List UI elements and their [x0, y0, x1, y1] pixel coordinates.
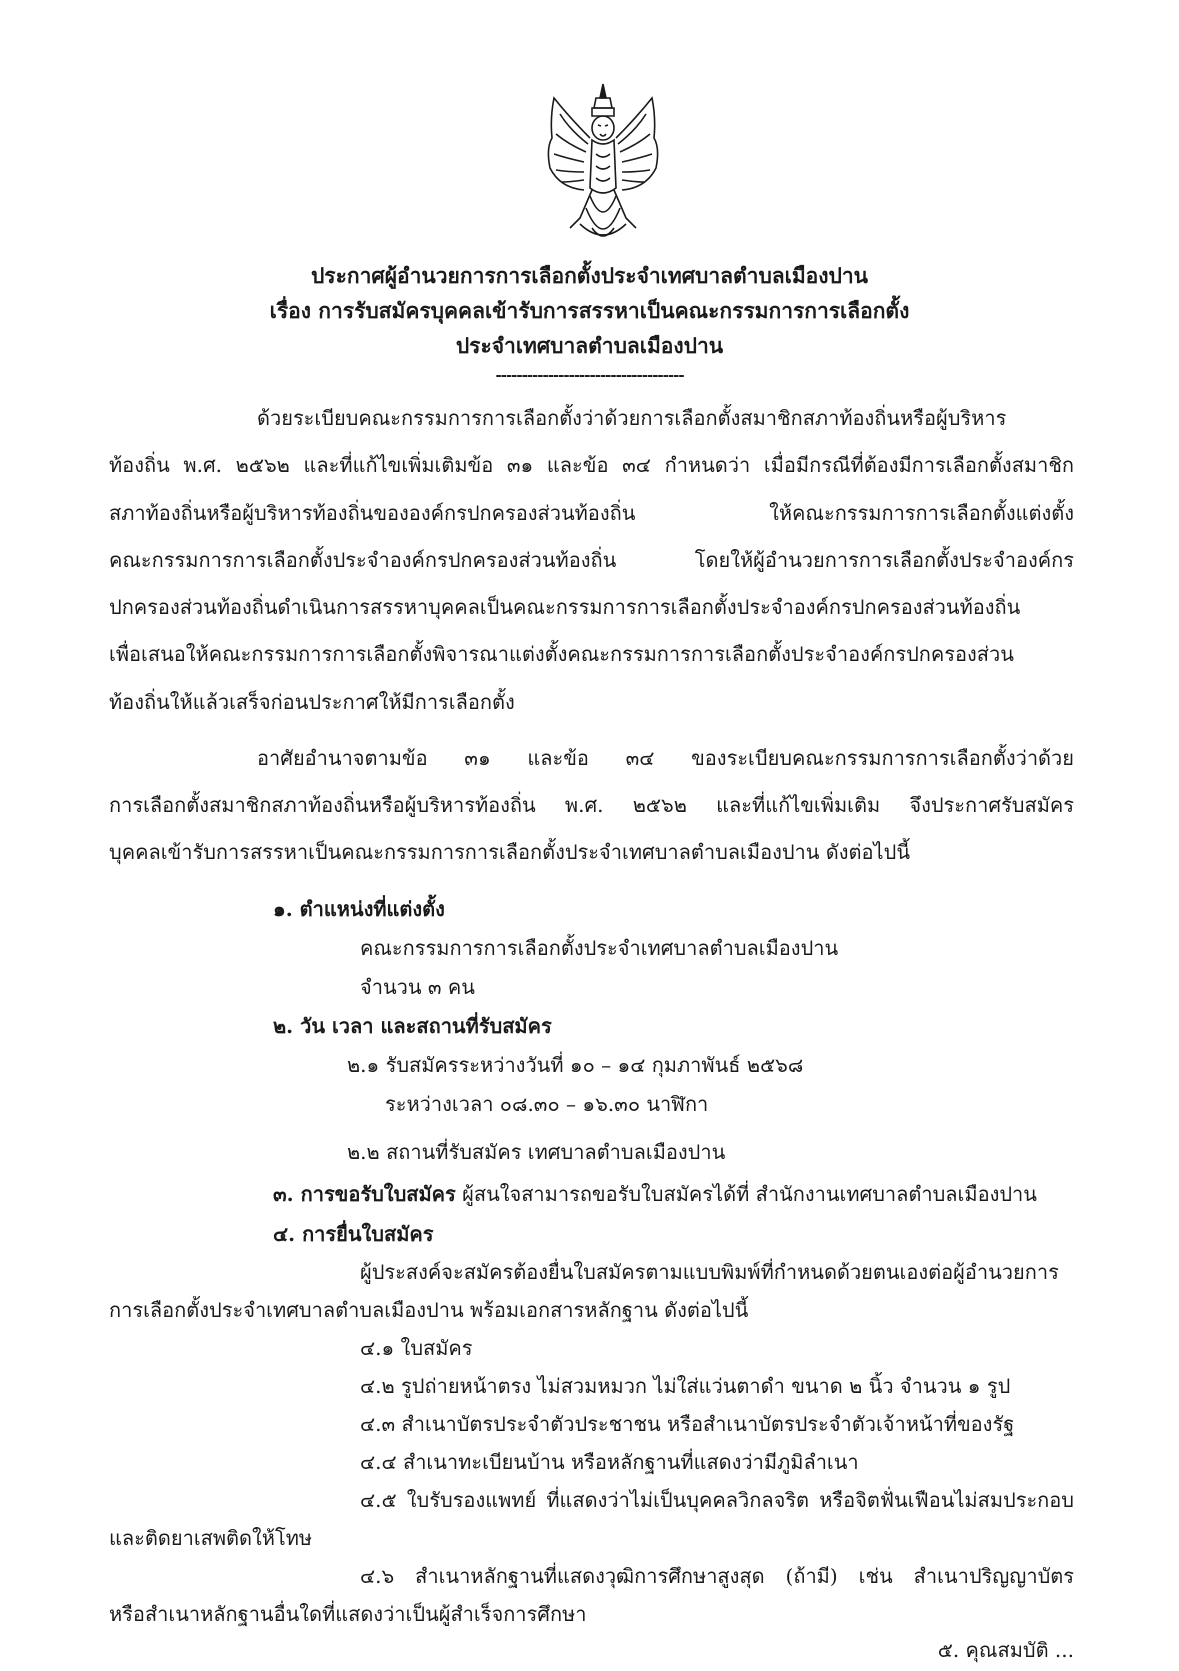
section4-item2: ๔.๒ รูปถ่ายหน้าตรง ไม่สวมหมวก ไม่ใส่แว่นตาดำ ขนาด ๒ นิ้ว จำนวน ๑ รูป — [360, 1374, 1011, 1398]
para2-line3: บุคคลเข้ารับการสรรหาเป็นคณะกรรมการการเลือกตั้งประจำเทศบาลตำบลเมืองปาน ดังต่อไปนี้ — [109, 840, 910, 864]
para2-line2: การเลือกตั้งสมาชิกสภาท้องถิ่นหรือผู้บริหารท้องถิ่น พ.ศ. ๒๕๖๒ และที่แก้ไขเพิ่มเติม จึงประกาศรับสมัคร — [109, 793, 1074, 817]
section4-item6a: ๔.๖ สำเนาหลักฐานที่แสดงวุฒิการศึกษาสูงสุด (ถ้ามี) เช่น สำเนาปริญญาบัตร — [360, 1564, 1074, 1588]
section3-line — [273, 1180, 1037, 1208]
para1-line7: ท้องถิ่นให้แล้วเสร็จก่อนประกาศให้มีการเลือกตั้ง — [109, 690, 515, 714]
section3-text: ผู้สนใจสามารถขอรับใบสมัครได้ที่ สำนักงานเทศบาลตำบลเมืองปาน — [455, 1182, 1037, 1206]
section4-item3: ๔.๓ สำเนาบัตรประจำตัวประชาชน หรือสำเนาบัตรประจำตัวเจ้าหน้าที่ของรัฐ — [360, 1412, 1015, 1436]
header-divider: ------------------------------------ — [495, 366, 684, 384]
para1-line3: สภาท้องถิ่นหรือผู้บริหารท้องถิ่นขององค์กรปกครองส่วนท้องถิ่น ให้คณะกรรมการการเลือกตั้งแต่งตั้ง — [109, 501, 1074, 525]
section1-count: จำนวน ๓ คน — [360, 975, 475, 999]
para1-line1: ด้วยระเบียบคณะกรรมการการเลือกตั้งว่าด้วยการเลือกตั้งสมาชิกสภาท้องถิ่นหรือผู้บริหาร — [257, 406, 1007, 430]
section2-times: ระหว่างเวลา ๐๘.๓๐ – ๑๖.๓๐ นาฬิกา — [385, 1092, 709, 1116]
section2-title: ๒. วัน เวลา และสถานที่รับสมัคร — [273, 1014, 552, 1038]
para1-line2: ท้องถิ่น พ.ศ. ๒๕๖๒ และที่แก้ไขเพิ่มเติมข้อ ๓๑ และข้อ ๓๔ กำหนดว่า เมื่อมีกรณีที่ต้องมีการเลือกตั้งสมาชิก — [109, 453, 1074, 477]
section4-intro2: การเลือกตั้งประจำเทศบาลตำบลเมืองปาน พร้อมเอกสารหลักฐาน ดังต่อไปนี้ — [109, 1298, 749, 1322]
announcement-subject: เรื่อง การรับสมัครบุคคลเข้ารับการสรรหาเป็นคณะกรรมการการเลือกตั้ง — [269, 298, 910, 323]
section1-position: คณะกรรมการการเลือกตั้งประจำเทศบาลตำบลเมืองปาน — [360, 936, 839, 960]
section4-item4: ๔.๔ สำเนาทะเบียนบ้าน หรือหลักฐานที่แสดงว่ามีภูมิลำเนา — [360, 1450, 859, 1474]
garuda-emblem-icon — [540, 78, 666, 250]
section1-title: ๑. ตำแหน่งที่แต่งตั้ง — [273, 897, 445, 921]
section4-item6b: หรือสำเนาหลักฐานอื่นใดที่แสดงว่าเป็นผู้สำเร็จการศึกษา — [109, 1602, 587, 1626]
announcement-header — [0, 258, 1179, 387]
section4-intro1: ผู้ประสงค์จะสมัครต้องยื่นใบสมัครตามแบบพิมพ์ที่กำหนดด้วยตนเองต่อผู้อำนวยการ — [360, 1260, 1059, 1284]
section2-location: ๒.๒ สถานที่รับสมัคร เทศบาลตำบลเมืองปาน — [347, 1140, 726, 1164]
para2-line1: อาศัยอำนาจตามข้อ ๓๑ และข้อ ๓๔ ของระเบียบคณะกรรมการการเลือกตั้งว่าด้วย — [257, 746, 1074, 770]
section4-title: ๔. การยื่นใบสมัคร — [273, 1222, 434, 1246]
continuation-note: ๕. คุณสมบัติ ... — [937, 1638, 1074, 1662]
section3-title: ๓. การขอรับใบสมัคร — [273, 1182, 456, 1206]
section4-item5a: ๔.๕ ใบรับรองแพทย์ ที่แสดงว่าไม่เป็นบุคคลวิกลจริต หรือจิตฟั่นเฟือนไม่สมประกอบ — [360, 1488, 1074, 1512]
section2-dates: ๒.๑ รับสมัครระหว่างวันที่ ๑๐ – ๑๔ กุมภาพันธ์ ๒๕๖๘ — [347, 1053, 804, 1077]
para1-line6: เพื่อเสนอให้คณะกรรมการการเลือกตั้งพิจารณาแต่งตั้งคณะกรรมการการเลือกตั้งประจำองค์กรปกครองส่วน — [109, 642, 1014, 666]
section4-item5b: และติดยาเสพติดให้โทษ — [109, 1526, 313, 1550]
announcement-subject-continued: ประจำเทศบาลตำบลเมืองปาน — [455, 333, 724, 358]
announcement-title: ประกาศผู้อำนวยการการเลือกตั้งประจำเทศบาลตำบลเมืองปาน — [310, 263, 869, 288]
section4-item1: ๔.๑ ใบสมัคร — [360, 1336, 473, 1360]
para1-line5: ปกครองส่วนท้องถิ่นดำเนินการสรรหาบุคคลเป็นคณะกรรมการการเลือกตั้งประจำองค์กรปกครองส่วนท้องถิ่น — [109, 595, 1021, 619]
para1-line4: คณะกรรมการการเลือกตั้งประจำองค์กรปกครองส่วนท้องถิ่น โดยให้ผู้อำนวยการการเลือกตั้งประจำองค์กร — [109, 548, 1074, 572]
